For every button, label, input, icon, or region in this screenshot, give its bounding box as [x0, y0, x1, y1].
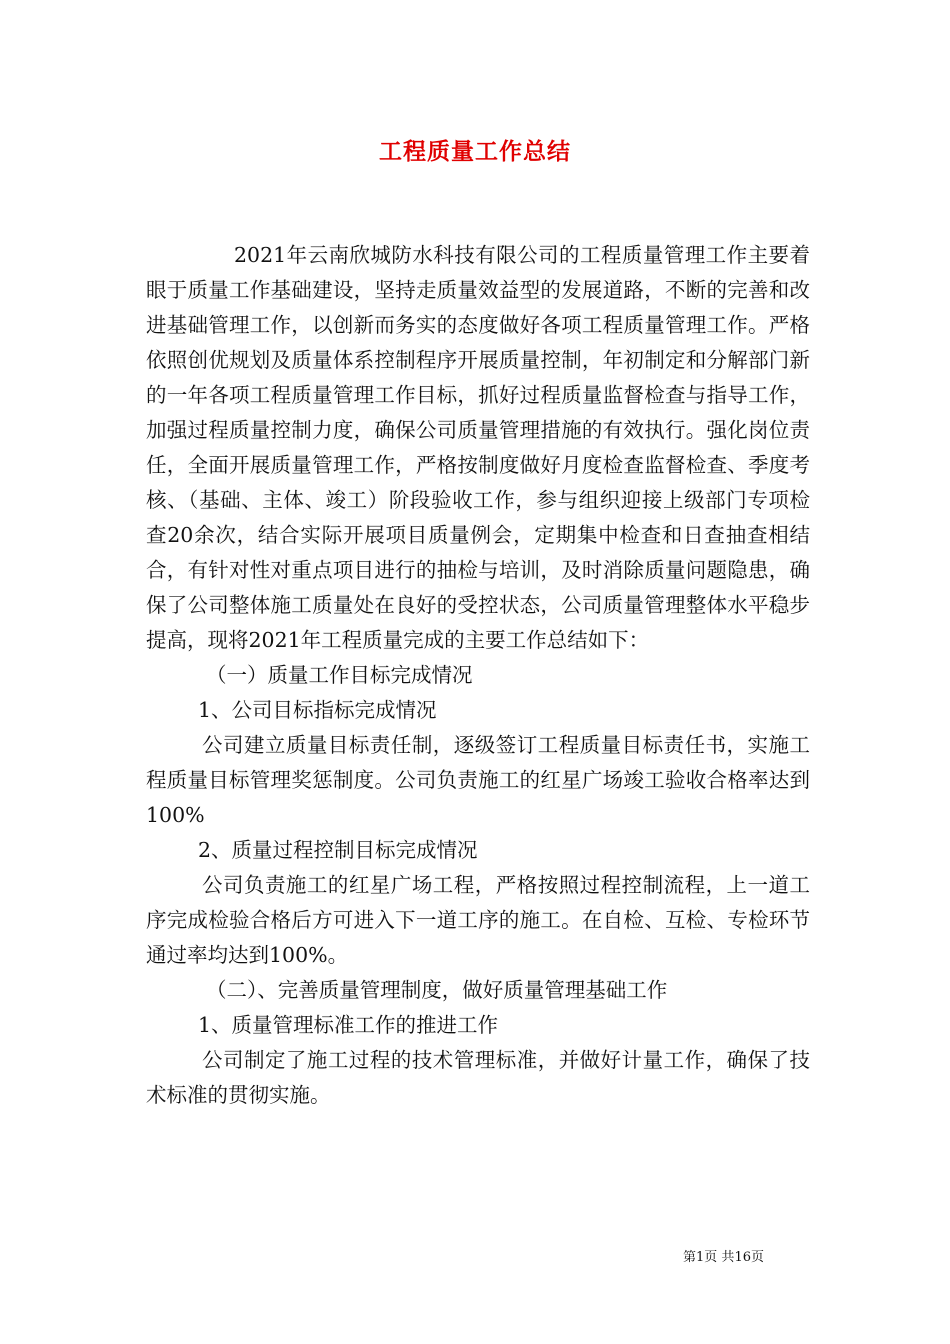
footer-prefix: 第 — [683, 1250, 697, 1265]
footer-suffix: 页 — [750, 1250, 764, 1265]
subsection-heading-1-1: 1、公司目标指标完成情况 — [198, 698, 437, 722]
intro-paragraph: 2021年云南欣城防水科技有限公司的工程质量管理工作主要着眼于质量工作基础建设，坚持走质量效益型的发展道路，不断的完善和改进基础管理工作，以创新而务实的态度做好各项工程质量管理工作。严格依照创优规划及质量体系控制程序开展质量控制，年初制定和分解部门新的一年各项工程质量管理工作目标，抓好过程质量监督检查与指导工作，加强过程质量控制力度，确保公司质量管理措施的有效执行。强化岗位责任，全面开展质量管理工作，严格按制度做好月度检查监督检查、季度考核、（基础、主体、竣工）阶段验收工作，参与组织迎接上级部门专项检查20余次，结合实际开展项目质量例会，定期集中检查和日查抽查相结合，有针对性对重点项目进行的抽检与培训，及时消除质量问题隐患，确保了公司整体施工质量处在良好的受控状态，公司质量管理整体水平稳步提高，现将2021年工程质量完成的主要工作总结如下： — [146, 243, 810, 652]
subsection-heading-2-1: 1、质量管理标准工作的推进工作 — [198, 1013, 499, 1037]
footer-total-pages: 16 — [734, 1250, 751, 1265]
document-title: 工程质量工作总结 — [379, 138, 571, 165]
document-body — [146, 238, 810, 1113]
page-footer — [683, 1246, 764, 1265]
section-heading-1: （一）质量工作目标完成情况 — [206, 663, 473, 687]
body-paragraph-2-1: 公司制定了施工过程的技术管理标准，并做好计量工作，确保了技术标准的贯彻实施。 — [146, 1048, 810, 1107]
footer-middle: 页 共 — [704, 1250, 735, 1265]
section-heading-2: （二）、完善质量管理制度，做好质量管理基础工作 — [206, 978, 668, 1002]
footer-page-number: 1 — [696, 1250, 705, 1265]
subsection-heading-1-2: 2、质量过程控制目标完成情况 — [198, 838, 478, 862]
body-paragraph-1-2: 公司负责施工的红星广场工程，严格按照过程控制流程，上一道工序完成检验合格后方可进入下一道工序的施工。在自检、互检、专检环节通过率均达到100%。 — [146, 873, 810, 967]
body-paragraph-1-1: 公司建立质量目标责任制，逐级签订工程质量目标责任书，实施工程质量目标管理奖惩制度。公司负责施工的红星广场竣工验收合格率达到100% — [146, 733, 810, 827]
